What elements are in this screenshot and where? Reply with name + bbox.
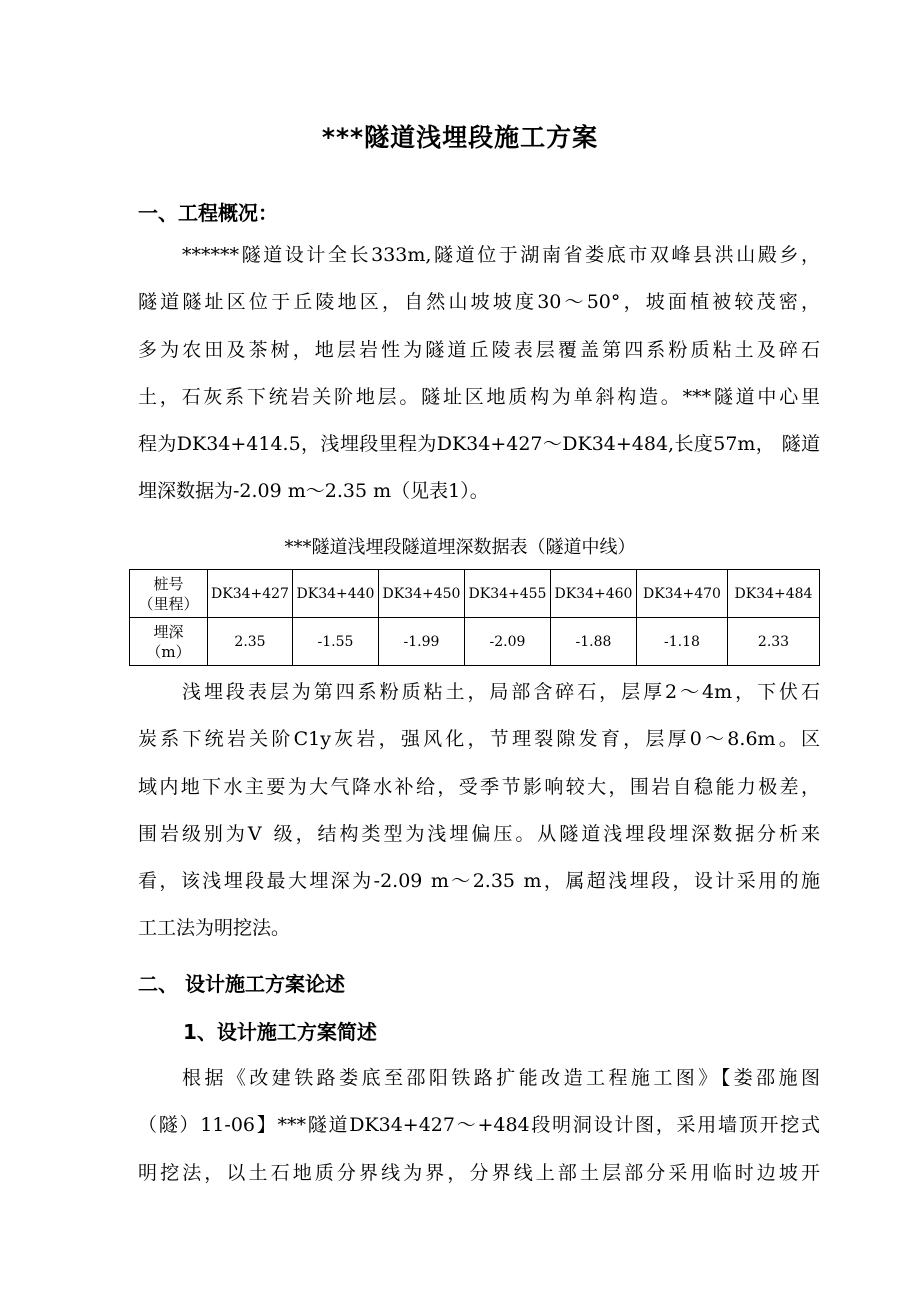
text-line: 程为DK34+414.5，浅埋段里程为DK34+427～DK34+484,长度57m， 隧道 [138,433,820,456]
table-row-depth [130,618,820,666]
section-heading-overview: 一、工程概况： [138,201,278,225]
text-line: 根据《改建铁路娄底至邵阳铁路扩能改造工程施工图》【娄邵施图 [182,1067,820,1089]
text-line: ******隧道设计全长333m,隧道位于湖南省娄底市双峰县洪山殿乡， [182,244,820,266]
text-line: 隧道隧址区位于丘陵地区，自然山坡坡度30～50°，坡面植被较茂密， [138,291,820,314]
station-cell: DK34+455 [465,570,551,618]
text-line: 明挖法，以土石地质分界线为界，分界线上部土层部分采用临时边坡开 [138,1161,820,1184]
depth-cell: -2.09 [465,618,551,666]
header-line: （m） [146,642,191,661]
design-paragraph [138,1055,820,1197]
station-cell: DK34+460 [551,570,637,618]
text-line: 埋深数据为-2.09 m～2.35 m（见表1）。 [138,480,489,503]
depth-cell: -1.18 [637,618,728,666]
text-line: 工工法为明挖法。 [138,917,291,940]
text-line: 围岩级别为Ⅴ 级，结构类型为浅埋偏压。从隧道浅埋段埋深数据分析来 [138,822,820,845]
header-line: （里程） [138,594,199,613]
text-line: 炭系下统岩关阶C1y灰岩，强风化，节理裂隙发育，层厚0～8.6m。区 [138,728,820,751]
station-cell: DK34+427 [208,570,293,618]
table-caption: ***隧道浅埋段隧道埋深数据表（隧道中线） [284,537,636,558]
station-cell: DK34+450 [379,570,465,618]
text-line: 域内地下水主要为大气降水补给，受季节影响较大，围岩自稳能力极差， [138,775,820,798]
document-title: ***隧道浅埋段施工方案 [321,123,599,152]
station-cell: DK34+484 [728,570,820,618]
station-cell: DK34+470 [637,570,728,618]
depth-cell: 2.33 [728,618,820,666]
depth-cell: 2.35 [208,618,293,666]
subsection-heading-summary: 1、设计施工方案简述 [183,1020,377,1044]
text-line: 多为农田及茶树，地层岩性为隧道丘陵表层覆盖第四系粉质粘土及碎石 [138,338,820,361]
text-line: 土，石灰系下统岩关阶地层。隧址区地质构为单斜构造。***隧道中心里 [138,385,820,408]
row-header-depth [130,618,208,666]
geology-paragraph [138,669,820,953]
text-line: （隧）11-06】***隧道DK34+427～+484段明洞设计图，采用墙顶开挖式 [138,1114,820,1137]
depth-cell: -1.55 [293,618,379,666]
header-line: 桩号 [153,574,184,593]
burial-depth-table [129,569,820,666]
depth-cell: -1.99 [379,618,465,666]
overview-paragraph [138,232,820,516]
section-heading-design: 二、 设计施工方案论述 [138,972,345,996]
header-line: 埋深 [153,622,184,641]
station-cell: DK34+440 [293,570,379,618]
row-header-station [130,570,208,618]
table-row-station [130,570,820,618]
text-line: 浅埋段表层为第四系粉质粘土，局部含碎石，层厚2～4m，下伏石 [182,681,820,703]
depth-cell: -1.88 [551,618,637,666]
text-line: 看，该浅埋段最大埋深为-2.09 m～2.35 m，属超浅埋段，设计采用的施 [138,870,820,893]
